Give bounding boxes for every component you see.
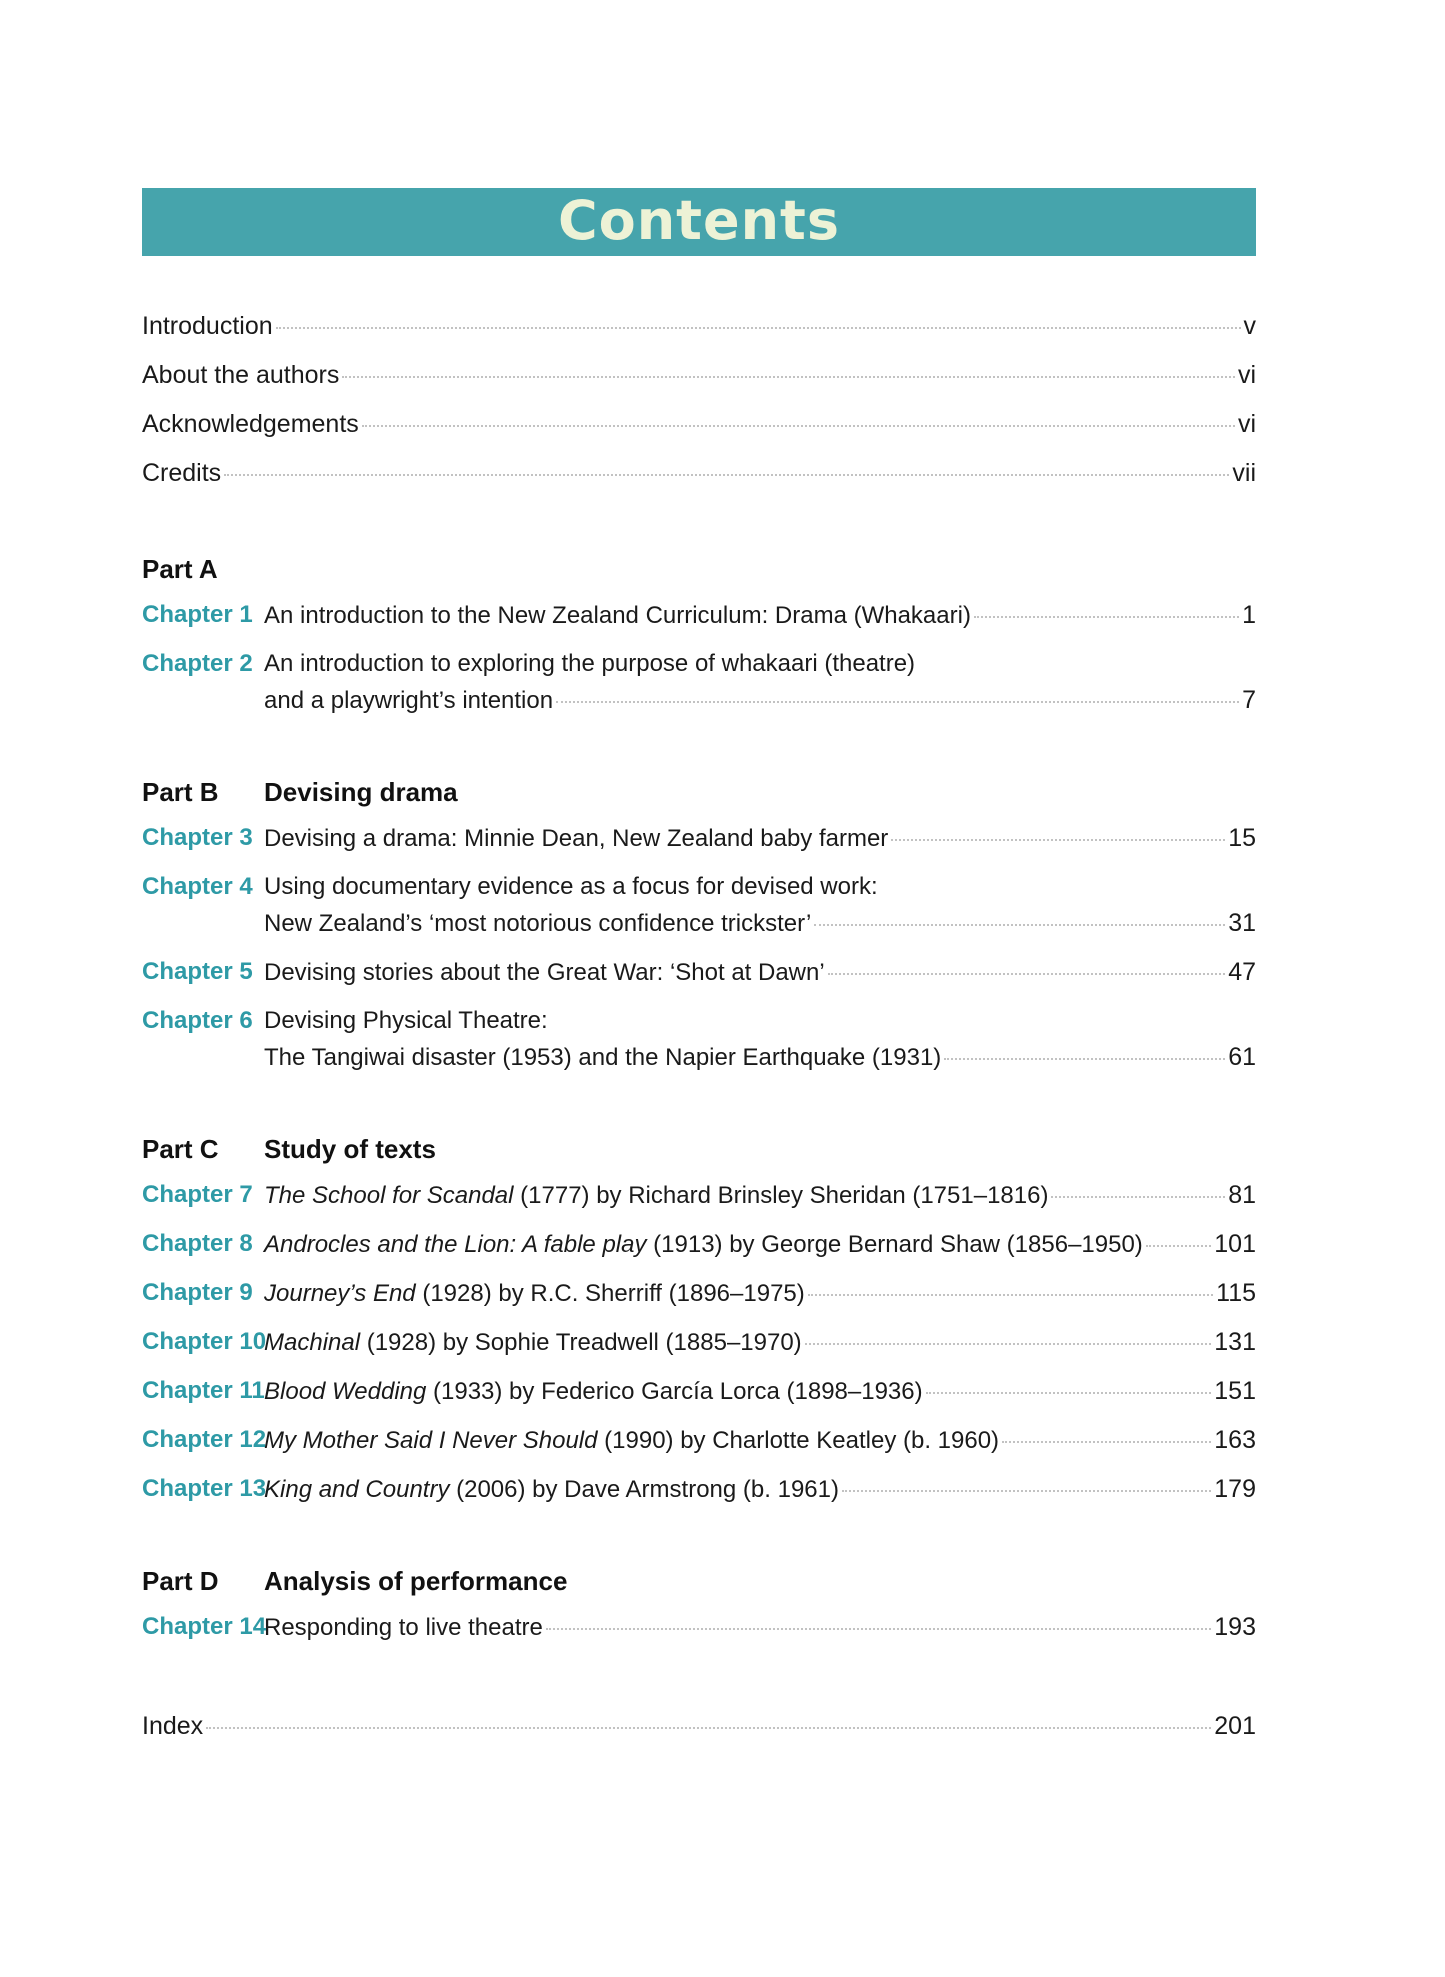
chapter-row[interactable] [142, 646, 1256, 719]
chapter-title-line [264, 1226, 1256, 1263]
chapter-title-line [264, 1609, 1256, 1646]
part-heading [142, 777, 1256, 808]
page-number: 81 [1228, 1181, 1256, 1209]
dot-leader [1002, 1441, 1211, 1443]
chapter-title-text: and a playwright’s intention [264, 687, 554, 714]
page-number: v [1243, 312, 1256, 340]
chapter-label: Chapter 1 [142, 601, 253, 628]
front-matter-row[interactable] [142, 361, 1256, 410]
chapter-row[interactable] [142, 820, 1256, 857]
page-number: 15 [1228, 824, 1256, 852]
chapter-title-text: Androcles and the Lion: A fable play (1913) by George Bernard Shaw (1856–1950) [264, 1231, 1143, 1258]
chapter-label: Chapter 8 [142, 1230, 253, 1257]
dot-leader [828, 973, 1225, 975]
part-label: Part B [142, 777, 219, 807]
chapter-body [264, 597, 1256, 634]
page-number: 163 [1214, 1426, 1256, 1454]
page-number: 131 [1214, 1328, 1256, 1356]
chapter-body [264, 820, 1256, 857]
chapter-title-text: Devising stories about the Great War: ‘Shot at Dawn’ [264, 959, 825, 986]
chapter-title-text: The Tangiwai disaster (1953) and the Napier Earthquake (1931) [264, 1044, 942, 1071]
page-number: vi [1237, 410, 1256, 438]
chapter-row[interactable] [142, 597, 1256, 634]
chapter-label: Chapter 13 [142, 1475, 267, 1502]
chapter-label: Chapter 3 [142, 824, 253, 851]
contents-header-band [142, 188, 1256, 256]
page-number: 47 [1228, 958, 1256, 986]
page-number: 179 [1214, 1475, 1256, 1503]
index-label: Index [142, 1712, 204, 1740]
chapter-row[interactable] [142, 1226, 1256, 1263]
front-matter-list [142, 312, 1256, 508]
dot-leader [1051, 1196, 1225, 1198]
part-title: Study of texts [264, 1134, 436, 1164]
part-heading [142, 1566, 1256, 1597]
part-title: Analysis of performance [264, 1566, 568, 1596]
chapter-title-text: Blood Wedding (1933) by Federico García Lorca (1898–1936) [264, 1378, 923, 1405]
chapter-label: Chapter 4 [142, 873, 253, 900]
chapter-title-text: New Zealand’s ‘most notorious confidence trickster’ [264, 910, 812, 937]
page-number: 7 [1242, 686, 1256, 714]
dot-leader [974, 616, 1239, 618]
dot-leader [556, 701, 1239, 703]
page-number: 193 [1214, 1613, 1256, 1641]
chapter-body [264, 869, 1256, 942]
page-number: 31 [1228, 909, 1256, 937]
chapter-label: Chapter 9 [142, 1279, 253, 1306]
chapter-body [264, 1177, 1256, 1214]
chapter-title-text: An introduction to the New Zealand Curriculum: Drama (Whakaari) [264, 602, 971, 629]
chapter-row[interactable] [142, 1373, 1256, 1410]
chapter-title-text: My Mother Said I Never Should (1990) by Charlotte Keatley (b. 1960) [264, 1427, 1000, 1454]
chapter-title-text: King and Country (2006) by Dave Armstrong (b. 1961) [264, 1476, 839, 1503]
page-number: vi [1237, 361, 1256, 389]
chapter-row[interactable] [142, 1324, 1256, 1361]
chapter-label: Chapter 11 [142, 1377, 265, 1404]
chapter-body [264, 1275, 1256, 1312]
part-heading [142, 1134, 1256, 1165]
chapter-row[interactable] [142, 869, 1256, 942]
page-number: 115 [1216, 1279, 1256, 1307]
chapter-body [264, 1609, 1256, 1646]
chapter-title-line [264, 905, 1256, 942]
chapter-row[interactable] [142, 1609, 1256, 1646]
dot-leader [926, 1392, 1212, 1394]
chapter-title-text: Using documentary evidence as a focus for devised work: [264, 873, 878, 900]
page-number: 101 [1214, 1230, 1256, 1258]
front-matter-label: Introduction [142, 312, 273, 340]
front-matter-row[interactable] [142, 459, 1256, 508]
chapter-title-text: Responding to live theatre [264, 1614, 543, 1641]
chapter-title-line [264, 1373, 1256, 1410]
part-label: Part A [142, 554, 218, 584]
chapter-title-line [264, 1422, 1256, 1459]
chapter-label: Chapter 6 [142, 1007, 253, 1034]
page-number: vii [1232, 459, 1256, 487]
part-heading [142, 554, 1256, 585]
chapter-row[interactable] [142, 954, 1256, 991]
chapter-label: Chapter 2 [142, 650, 253, 677]
chapter-title-line [264, 597, 1256, 634]
dot-leader [842, 1490, 1211, 1492]
chapter-title-text: An introduction to exploring the purpose of whakaari (theatre) [264, 650, 916, 677]
page-title: Contents [557, 188, 840, 252]
chapter-label: Chapter 5 [142, 958, 253, 985]
chapter-title-text: Devising a drama: Minnie Dean, New Zealand baby farmer [264, 825, 889, 852]
chapter-title-text: The School for Scandal (1777) by Richard Brinsley Sheridan (1751–1816) [264, 1182, 1049, 1209]
chapter-body [264, 1003, 1256, 1076]
chapter-label: Chapter 7 [142, 1181, 253, 1208]
parts-list [142, 554, 1256, 1646]
chapter-title-line [264, 954, 1256, 991]
table-of-contents [142, 312, 1256, 1741]
part-block [142, 1566, 1256, 1646]
chapter-title-text: Machinal (1928) by Sophie Treadwell (1885–1970) [264, 1329, 802, 1356]
chapter-label: Chapter 10 [142, 1328, 267, 1355]
chapter-title-line [264, 1275, 1256, 1312]
chapter-row[interactable] [142, 1177, 1256, 1214]
dot-leader [206, 1727, 1211, 1729]
dot-leader [546, 1628, 1211, 1630]
chapter-title-line [264, 646, 1256, 682]
chapter-row[interactable] [142, 1275, 1256, 1312]
chapter-title-line [264, 1471, 1256, 1508]
index-row[interactable] [142, 1712, 1256, 1741]
chapter-title-line [264, 869, 1256, 905]
part-block [142, 1134, 1256, 1508]
chapter-label: Chapter 12 [142, 1426, 267, 1453]
dot-leader [891, 839, 1225, 841]
page-number: 61 [1228, 1043, 1256, 1071]
chapter-title-line [264, 682, 1256, 719]
chapter-row[interactable] [142, 1471, 1256, 1508]
dot-leader [1146, 1245, 1211, 1247]
chapter-title-line [264, 1177, 1256, 1214]
front-matter-label: Acknowledgements [142, 410, 359, 438]
front-matter-row[interactable] [142, 410, 1256, 459]
page-number: 151 [1214, 1377, 1256, 1405]
chapter-body [264, 1226, 1256, 1263]
front-matter-label: Credits [142, 459, 222, 487]
front-matter-label: About the authors [142, 361, 340, 389]
chapter-title-line [264, 1039, 1256, 1076]
back-matter-list [142, 1712, 1256, 1741]
chapter-label: Chapter 14 [142, 1613, 267, 1640]
chapter-title-text: Devising Physical Theatre: [264, 1007, 548, 1034]
chapter-body [264, 954, 1256, 991]
chapter-body [264, 1373, 1256, 1410]
chapter-row[interactable] [142, 1003, 1256, 1076]
chapter-title-line [264, 1324, 1256, 1361]
part-block [142, 554, 1256, 719]
dot-leader [814, 924, 1225, 926]
part-label: Part D [142, 1566, 219, 1596]
chapter-body [264, 1324, 1256, 1361]
chapter-title-text: Journey’s End (1928) by R.C. Sherriff (1896–1975) [264, 1280, 805, 1307]
dot-leader [224, 474, 1229, 476]
part-title: Devising drama [264, 777, 458, 807]
chapter-body [264, 1422, 1256, 1459]
front-matter-row[interactable] [142, 312, 1256, 361]
dot-leader [944, 1058, 1225, 1060]
dot-leader [276, 327, 1241, 329]
dot-leader [805, 1343, 1212, 1345]
page-number: 1 [1242, 601, 1256, 629]
dot-leader [362, 425, 1235, 427]
page-number: 201 [1214, 1712, 1256, 1740]
chapter-body [264, 1471, 1256, 1508]
chapter-title-line [264, 1003, 1256, 1039]
part-block [142, 777, 1256, 1076]
chapter-title-line [264, 820, 1256, 857]
chapter-row[interactable] [142, 1422, 1256, 1459]
dot-leader [342, 376, 1235, 378]
dot-leader [808, 1294, 1213, 1296]
chapter-body [264, 646, 1256, 719]
part-label: Part C [142, 1134, 219, 1164]
